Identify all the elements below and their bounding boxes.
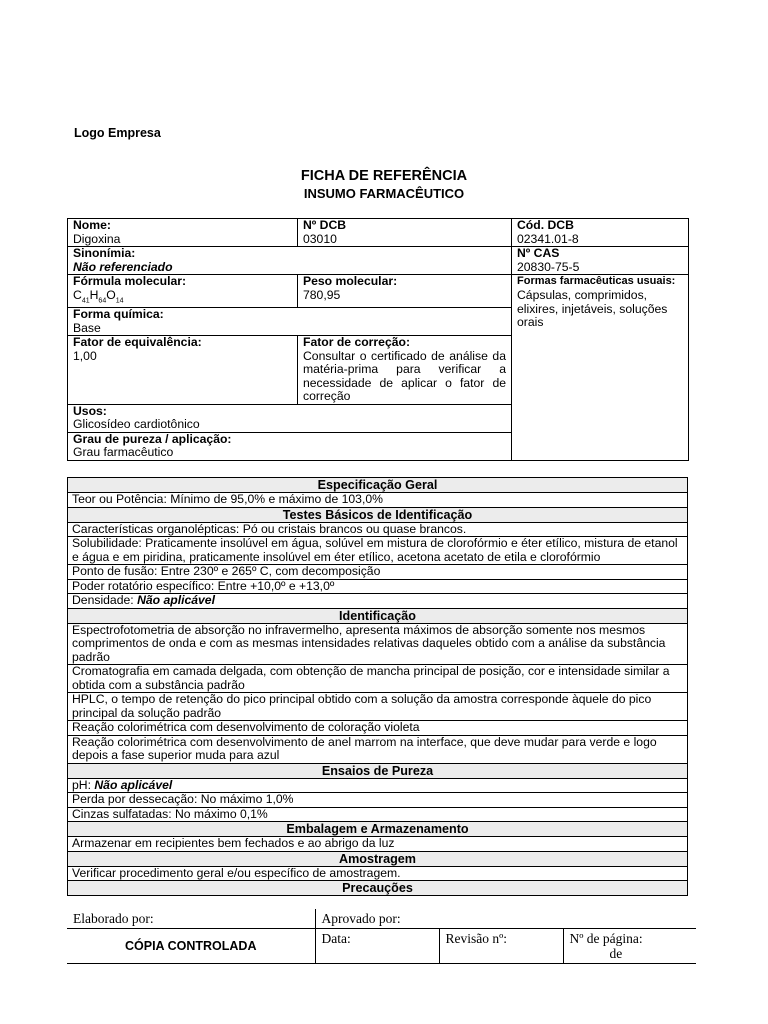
formula-value: $C_{41}H_{64}O_{14}$ [73, 287, 124, 304]
pagina-de: de [609, 946, 623, 961]
organolepticas-row: Características organolépticas: Pó ou cristais brancos ou quase brancos. [68, 522, 688, 537]
ident-row-5: Reação colorimétrica com desenvolvimento de anel marrom na interface, que deve mudar para verde e logo depois a fase superior muda para azul [68, 735, 688, 763]
grau-value: Grau farmacêutico [73, 445, 174, 460]
elaborado-field: Elaborado por: [67, 909, 315, 929]
ph-row: pH: Não aplicável [68, 778, 688, 793]
geral-title: Especificação Geral [68, 478, 688, 493]
peso-cell [298, 275, 512, 308]
solubilidade-row: Solubilidade: Praticamente insolúvel em água, solúvel em mistura de clorofórmio e éter etílico, mistura de etanol e água e em piridina, praticamente insolúvel em éter etílico, acetona acetato de etila e clorofórmio [68, 537, 688, 565]
peso-label: Peso molecular: [303, 274, 398, 288]
cod-dcb-value: 02341.01-8 [517, 231, 579, 246]
formula-label: Fórmula molecular: [73, 274, 187, 288]
info-table [67, 218, 689, 461]
amostragem-row: Verificar procedimento geral e/ou específico de amostragem. [68, 866, 688, 881]
usos-label: Usos: [73, 403, 107, 418]
dcb-value: 03010 [303, 231, 337, 246]
copia-controlada: CÓPIA CONTROLADA [67, 929, 315, 964]
ident-title: Identificação [68, 608, 688, 623]
teor-row: Teor ou Potência: Mínimo de 95,0% e máximo de 103,0% [68, 493, 688, 508]
nome-cell [68, 219, 298, 247]
ident-row-3: HPLC, o tempo de retenção do pico principal obtido com a solução da amostra corresponde àquele do pico principal da solução padrão [68, 693, 688, 721]
data-field: Data: [315, 929, 439, 964]
dcb-cell [298, 219, 512, 247]
cod-dcb-cell [512, 219, 689, 247]
amostragem-title: Amostragem [68, 851, 688, 866]
peso-value: 780,95 [303, 287, 341, 302]
spec-table [67, 477, 688, 896]
cas-label: Nº CAS [517, 246, 560, 260]
cod-dcb-label: Cód. DCB [517, 218, 574, 232]
grau-cell [68, 432, 512, 460]
cinzas-row: Cinzas sulfatadas: No máximo 0,1% [68, 807, 688, 822]
forma-quimica-label: Forma química: [73, 307, 164, 322]
formas-value: Cápsulas, comprimidos, elixires, injetáveis, soluções orais [517, 288, 668, 329]
pagina-field [563, 929, 696, 964]
perda-row: Perda por dessecação: No máximo 1,0% [68, 793, 688, 808]
pureza-title: Ensaios de Pureza [68, 763, 688, 778]
revisao-field: Revisão nº: [439, 929, 563, 964]
page-title: FICHA DE REFERÊNCIA [300, 168, 468, 184]
fusao-row: Ponto de fusão: Entre 230º e 265º C, com decomposição [68, 565, 688, 580]
nome-value: Digoxina [73, 231, 121, 246]
poder-row: Poder rotatório específico: Entre +10,0º e +13,0º [68, 579, 688, 594]
sinonimia-cell [68, 247, 512, 275]
grau-label: Grau de pureza / aplicação: [73, 431, 232, 446]
dcb-label: Nº DCB [303, 218, 347, 232]
fator-corr-cell [298, 336, 512, 405]
signature-table [67, 909, 696, 964]
pagina-label: Nº de página: [569, 931, 643, 946]
densidade-row: Densidade: Não aplicável [68, 594, 688, 609]
cas-cell [512, 247, 689, 275]
precaucoes-title: Precauções [68, 881, 688, 896]
sinonimia-value: Não referenciado [73, 259, 173, 274]
page-subtitle: INSUMO FARMACÊUTICO [303, 186, 465, 201]
forma-quimica-value: Base [73, 320, 101, 335]
forma-quimica-cell [68, 308, 512, 336]
embalagem-title: Embalagem e Armazenamento [68, 822, 688, 837]
fator-equiv-label: Fator de equivalência: [73, 335, 202, 350]
usos-cell [68, 404, 512, 432]
aprovado-field: Aprovado por: [315, 909, 696, 929]
ident-row-4: Reação colorimétrica com desenvolvimento de coloração violeta [68, 721, 688, 736]
embalagem-row: Armazenar em recipientes bem fechados e ao abrigo da luz [68, 837, 688, 852]
formas-cell [512, 275, 689, 461]
fator-corr-label: Fator de correção: [303, 335, 411, 350]
testes-title: Testes Básicos de Identificação [68, 507, 688, 522]
fator-corr-value: Consultar o certificado de análise da matéria-prima para verificar a necessidade de aplicar o fator de correção [303, 348, 506, 404]
cas-value: 20830-75-5 [517, 259, 580, 274]
fator-equiv-value: 1,00 [73, 348, 97, 363]
usos-value: Glicosídeo cardiotônico [73, 417, 200, 432]
formula-cell [68, 275, 298, 308]
formas-label: Formas farmacêuticas usuais: [517, 275, 676, 287]
fator-equiv-cell [68, 336, 298, 405]
nome-label: Nome: [73, 218, 111, 232]
company-logo: Logo Empresa [74, 126, 161, 140]
sinonimia-label: Sinonímia: [73, 246, 136, 260]
ident-row-1: Espectrofotometria de absorção no infravermelho, apresenta máximos de absorção somente nos mesmos comprimentos de onda e com as mesmas intensidades relativas daqueles obtido com a análise da substância padrão [68, 623, 688, 665]
ident-row-2: Cromatografia em camada delgada, com obtenção de mancha principal de posição, cor e intensidade similar a obtida com a substância padrão [68, 665, 688, 693]
